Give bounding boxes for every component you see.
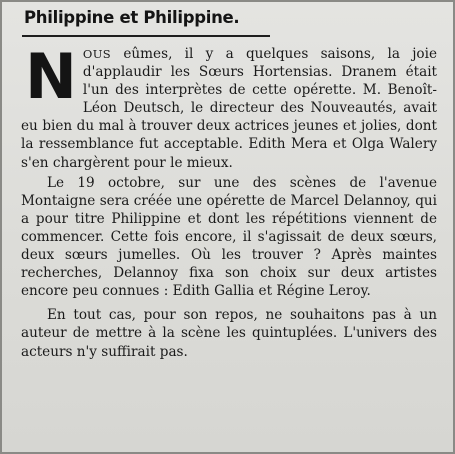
paragraph-3: En tout cas, pour son repos, ne souhaitons pas à un auteur de mettre à la scène les quintuplées. L'univers des acteurs n'y suffirait pas. bbox=[21, 307, 437, 360]
paragraph-1-text: eûmes, il y a quelques saisons, la joie d'applaudir les Sœurs Hortensias. Dranem était l'un des interprètes de cette opérette. M. Benoît-Léon Deutsch, le directeur des Nouveautés, avait eu bien du mal à trouver deux actrices jeunes et jolies, dont la ressemblance fut acceptable. Edith Mera et Olga Walery s'en chargèrent pour le mieux. bbox=[21, 46, 437, 171]
article-title: Philippine et Philippine. bbox=[24, 8, 240, 27]
lead-in-caps: OUS bbox=[82, 47, 112, 61]
title-underline bbox=[22, 35, 270, 37]
article-body bbox=[21, 40, 437, 363]
paragraph-1 bbox=[21, 40, 437, 172]
paragraph-2: Le 19 octobre, sur une des scènes de l'avenue Montaigne sera créée une opérette de Marcel Delannoy, qui a pour titre Philippine et dont les répétitions viennent de commencer. Cette fois encore, il s'agissait de deux sœurs, deux sœurs jumelles. Où les trouver ? Après maintes recherches, Delannoy fixa son choix sur deux artistes encore peu connues : Edith Gallia et Régine Leroy. bbox=[21, 174, 437, 300]
drop-cap: N bbox=[25, 40, 77, 113]
